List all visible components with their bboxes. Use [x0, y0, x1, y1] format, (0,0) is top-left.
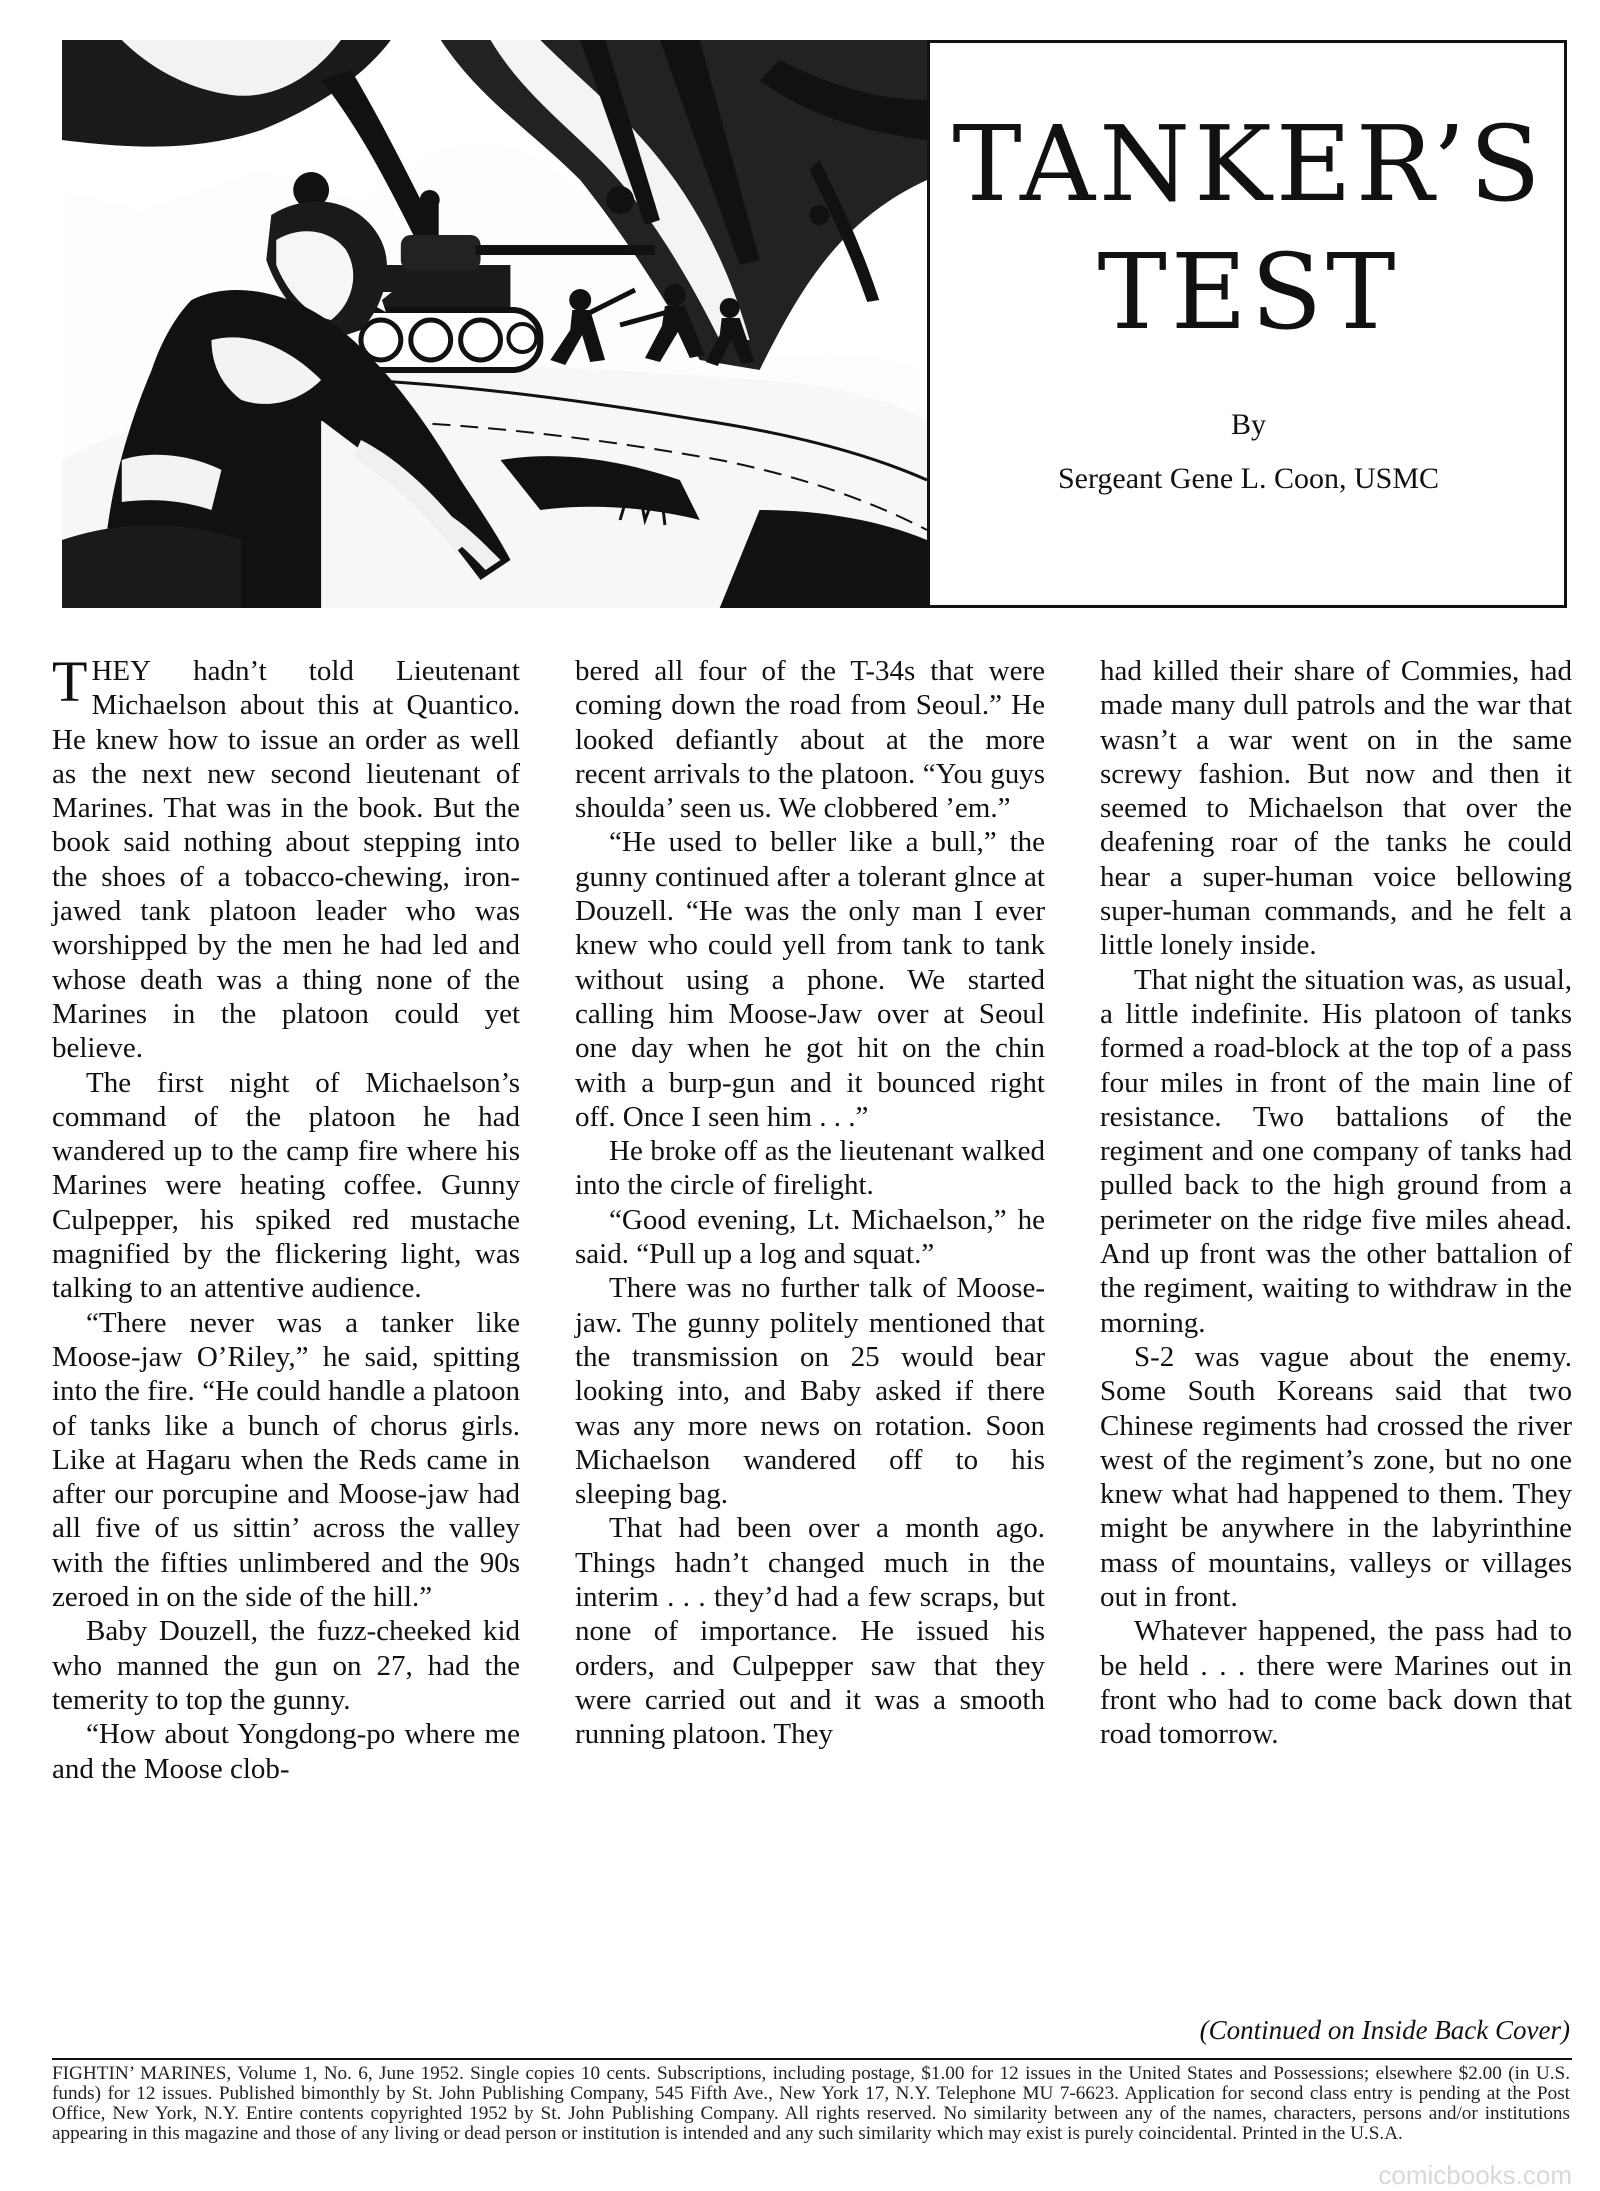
- paragraph: bered all four of the T-34s that were coming down the road from Seoul.” He looked defiantly about at the more recent arrivals to the platoon. “You guys shoulda’ seen us. We clobbered ’em.”: [575, 655, 1045, 825]
- title-panel: [930, 40, 1567, 608]
- byline-by: By: [1230, 408, 1266, 441]
- paragraph: [52, 649, 520, 1066]
- article-title-line-2: TEST: [1097, 231, 1400, 353]
- paragraph: S-2 was vague about the enemy. Some South Koreans said that two Chinese regiments had crossed the river west of the regiment’s zone, but no one knew what had happened to them. They might be anywhere in the labyrinthine mass of mountains, valleys or villages out in front.: [1100, 1340, 1572, 1614]
- paragraph-text: hadn’t told Lieutenant Michaelson about this at Quantico. He knew how to issue an order as well as the next new second lieutenant of Marines. That was in the book. But the book said nothing about stepping into the shoes of a tobacco-chewing, iron-jawed tank platoon leader who was worshipped by the men he had led and whose death was a thing none of the Marines in the platoon could yet believe.: [52, 655, 520, 1065]
- paragraph: That had been over a month ago. Things hadn’t changed much in the interim . . . they’d had a few scraps, but none of importance. He issued his orders, and Culpepper saw that they were carried out and it was a smooth running platoon. They: [575, 1512, 1045, 1751]
- paragraph: He broke off as the lieutenant walked into the circle of firelight.: [575, 1135, 1045, 1202]
- paragraph: “There never was a tanker like Moose-jaw O’Riley,” he said, spitting into the fire. “He could handle a platoon of tanks like a bunch of chorus girls. Like at Hagaru when the Reds came in after our porcupine and Moose-jaw had all five of us sittin’ across the valley with the fifties unlimbered and the 90s zeroed in on the side of the hill.”: [52, 1306, 520, 1614]
- paragraph: Whatever happened, the pass had to be held . . . there were Marines out in front who had to come back down that road tomorrow.: [1100, 1615, 1572, 1751]
- text-column-1: [52, 649, 520, 1786]
- paragraph: had killed their share of Commies, had made many dull patrols and the war that wasn’t a war went on in the same screwy fashion. But now and then it seemed to Michaelson that over the deafening roar of the tanks he could hear a super-human voice bellowing super-human commands, and he felt a little lonely inside.: [1100, 655, 1572, 962]
- site-watermark: comicbooks.com: [1378, 2160, 1572, 2190]
- text-column-3: [1100, 654, 1572, 1752]
- paragraph: “He used to beller like a bull,” the gunny continued after a tolerant glnce at Douzell. “He was the only man I ever knew who could yell from tank to tank without using a phone. We started calling him Moose-Jaw over at Seoul one day when he got hit on the chin with a burp-gun and it bounced right off. Once I seen him . . .”: [575, 826, 1045, 1133]
- story-illustration: [62, 40, 930, 608]
- drop-cap: T: [52, 649, 88, 714]
- article-title-line-1: TANKER’S: [952, 103, 1545, 225]
- text-column-2: [575, 654, 1045, 1752]
- paragraph: The first night of Michaelson’s command of the platoon he had wandered up to the camp fire where his Marines were heating coffee. Gunny Culpepper, his spiked red mustache magnified by the flickering light, was talking to an attentive audience.: [52, 1066, 520, 1305]
- war-scene-illustration-icon: [62, 40, 927, 608]
- publication-notice: FIGHTIN’ MARINES, Volume 1, No. 6, June 1952. Single copies 10 cents. Subscriptions, including postage, $1.00 for 12 issues in the United States and Possessions; elsewhere $2.00 (in U.S. funds) for 12 issues. Published bimonthly by St. John Publishing Company, 545 Fifth Ave., New York 17, N.Y. Telephone MU 7-6623. Application for second class entry is pending at the Post Office, New York, N.Y. Entire contents copyrighted 1952 by St. John Publishing Company. All rights reserved. No similarity between any of the names, characters, persons and/or institutions appearing in this magazine and those of any living or dead person or institution is intended and any such similarity which may exist is purely coincidental. Printed in the U.S.A.: [52, 2063, 1570, 2144]
- paragraph: “Good evening, Lt. Michaelson,” he said. “Pull up a log and squat.”: [575, 1203, 1045, 1271]
- continued-note: (Continued on Inside Back Cover): [1199, 2015, 1570, 2045]
- paragraph: There was no further talk of Moose-jaw. The gunny politely mentioned that the transmission on 25 would bear looking into, and Baby asked if there was any more news on rotation. Soon Michaelson wandered off to his sleeping bag.: [575, 1272, 1045, 1511]
- footer-divider: [52, 2058, 1572, 2060]
- lead-in-word: HEY: [91, 655, 152, 687]
- paragraph: Baby Douzell, the fuzz-cheeked kid who manned the gun on 27, had the temerity to top the gunny.: [52, 1615, 520, 1716]
- paragraph: “How about Yongdong-po where me and the Moose clob-: [52, 1718, 520, 1785]
- byline-author: Sergeant Gene L. Coon, USMC: [1057, 462, 1440, 495]
- paragraph: That night the situation was, as usual, a little indefinite. His platoon of tanks formed a road-block at the top of a pass four miles in front of the main line of resistance. Two battalions of the regiment and one company of tanks had pulled back to the high ground from a perimeter on the ridge five miles ahead. And up front was the other battalion of the regiment, waiting to withdraw in the morning.: [1100, 963, 1572, 1339]
